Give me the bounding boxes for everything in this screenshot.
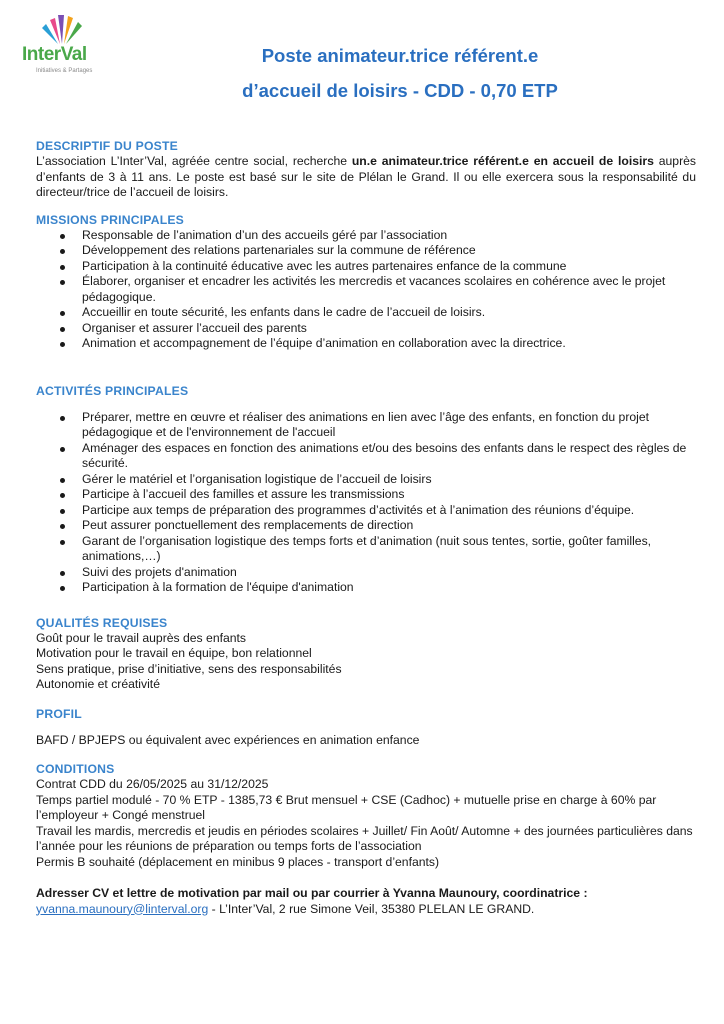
list-item: Participe à l’accueil des familles et assure les transmissions <box>36 487 696 503</box>
list-item: Participe aux temps de préparation des programmes d’activités et à l’animation des réunions d’équipe. <box>36 503 696 519</box>
page-title-line1: Poste animateur.trice référent.e <box>261 45 539 66</box>
activites-list <box>36 410 696 596</box>
list-item: Développement des relations partenariales sur la commune de référence <box>36 243 696 259</box>
profil-heading: PROFIL <box>36 706 82 721</box>
list-item: Suivi des projets d'animation <box>36 565 696 581</box>
descriptif-text: L’association L’Inter’Val, agréée centre social, recherche un.e animateur.trice référent.e en accueil de loisirs auprès d’enfants de 3 à 11 ans. Le poste est basé sur le site de Plélan le Grand. Il ou elle exercera sous la responsabilité du directeur/trice de l’accueil de loisirs. <box>36 154 696 199</box>
activites-heading: ACTIVITÉS PRINCIPALES <box>36 383 189 398</box>
list-item: Organiser et assurer l’accueil des parents <box>36 321 696 337</box>
contact-address: - L’Inter’Val, 2 rue Simone Veil, 35380 PLELAN LE GRAND. <box>208 901 535 916</box>
list-item: Participation à la continuité éducative avec les autres partenaires enfance de la commune <box>36 259 696 275</box>
list-item: Accueillir en toute sécurité, les enfants dans le cadre de l’accueil de loisirs. <box>36 305 696 321</box>
condition-line: Travail les mardis, mercredis et jeudis en périodes scolaires + Juillet/ Fin Août/ Automne + des journées particulières dans l’année pour les réunions de préparation ou temps forts de l’association <box>36 823 693 853</box>
contact-line <box>36 902 696 918</box>
logo-icon <box>36 12 96 46</box>
qualite-line: Autonomie et créativité <box>36 677 160 691</box>
contact-email-link[interactable]: yvanna.maunoury@linterval.org <box>36 901 209 916</box>
list-item: Préparer, mettre en œuvre et réaliser des animations en lien avec l’âge des enfants, en fonction du projet pédagogique et de l'environnement de l'accueil <box>36 410 696 441</box>
qualite-line: Sens pratique, prise d’initiative, sens des responsabilités <box>36 661 342 676</box>
condition-line: Permis B souhaité (déplacement en minibus 9 places - transport d’enfants) <box>36 854 440 869</box>
logo-name: InterVal <box>22 44 87 65</box>
qualites-heading: QUALITÉS REQUISES <box>36 615 168 630</box>
conditions-heading: CONDITIONS <box>36 762 115 776</box>
list-item: Responsable de l’animation d’un des accueils géré par l’association <box>36 228 696 244</box>
condition-line: Contrat CDD du 26/05/2025 au 31/12/2025 <box>36 777 269 791</box>
qualite-line: Goût pour le travail auprès des enfants <box>36 630 247 645</box>
list-item: Garant de l’organisation logistique des temps forts et d’animation (nuit sous tentes, sortie, goûter familles, animations,…) <box>36 534 696 565</box>
list-item: Participation à la formation de l'équipe d'animation <box>36 580 696 596</box>
missions-heading: MISSIONS PRINCIPALES <box>36 212 185 227</box>
descriptif-heading: DESCRIPTIF DU POSTE <box>36 139 178 153</box>
condition-line: Temps partiel modulé - 70 % ETP - 1385,73 € Brut mensuel + CSE (Cadhoc) + mutuelle prise en charge à 60% par l’employeur + Congé menstruel <box>36 792 657 822</box>
profil-text: BAFD / BPJEPS ou équivalent avec expériences en animation enfance <box>36 732 420 747</box>
contact-instruction: Adresser CV et lettre de motivation par mail ou par courrier à Yvanna Maunoury, coordinatrice : <box>36 886 588 900</box>
list-item: Gérer le matériel et l’organisation logistique de l’accueil de loisirs <box>36 472 696 488</box>
interval-logo <box>22 12 118 72</box>
logo-tagline: Initiatives & Partages <box>36 68 93 74</box>
page-title-line2: d’accueil de loisirs - CDD - 0,70 ETP <box>242 80 558 101</box>
qualite-line: Motivation pour le travail en équipe, bon relationnel <box>36 646 312 660</box>
job-description <box>36 139 696 917</box>
list-item: Aménager des espaces en fonction des animations et/ou des besoins des enfants dans le respect des règles de sécurité. <box>36 441 696 472</box>
missions-list <box>36 228 696 352</box>
list-item: Élaborer, organiser et encadrer les activités les mercredis et vacances scolaires en cohérence avec le projet pédagogique. <box>36 274 696 305</box>
list-item: Animation et accompagnement de l’équipe d’animation en collaboration avec la directrice. <box>36 336 696 352</box>
list-item: Peut assurer ponctuellement des remplacements de direction <box>36 518 696 534</box>
